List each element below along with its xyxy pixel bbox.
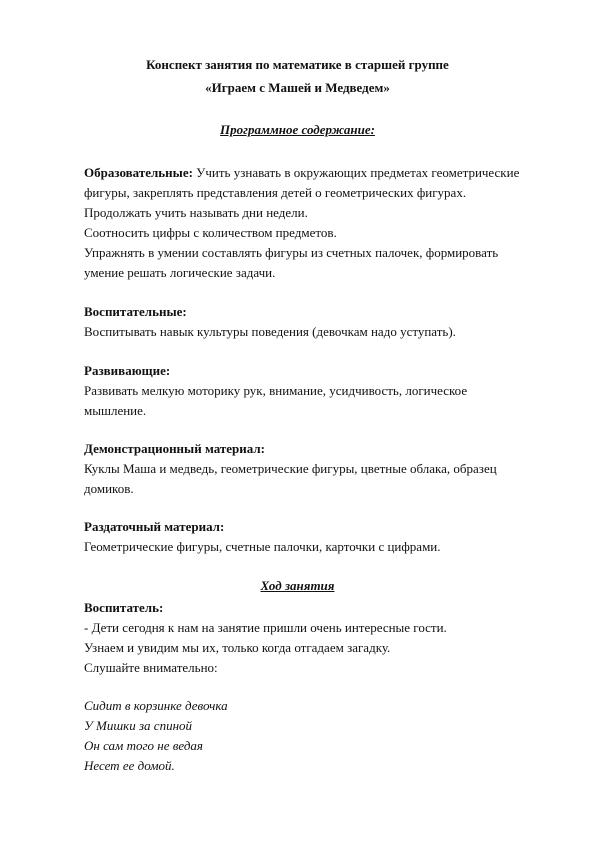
riddle-line-4: Несет ее домой. bbox=[84, 758, 175, 773]
riddle-line-2: У Мишки за спиной bbox=[84, 718, 193, 733]
course-line-2: Узнаем и увидим мы их, только когда отгадаем загадку. bbox=[84, 640, 391, 655]
teacher-label: Воспитатель: bbox=[84, 600, 164, 615]
educational-line-2: фигуры, закреплять представления детей о геометрических фигурах. bbox=[84, 185, 467, 200]
developing-label: Развивающие: bbox=[84, 363, 171, 378]
riddle-line-3: Он сам того не ведая bbox=[84, 738, 203, 753]
riddle-line-1: Сидит в корзинке девочка bbox=[84, 698, 228, 713]
educational-line-3: Продолжать учить называть дни недели. bbox=[84, 205, 308, 220]
course-heading: Ход занятия bbox=[260, 578, 335, 593]
title-line-1: Конспект занятия по математике в старшей группе bbox=[146, 57, 449, 72]
educational-line-1 bbox=[84, 165, 519, 181]
course-line-3: Слушайте внимательно: bbox=[84, 660, 218, 675]
demo-label: Демонстрационный материал: bbox=[84, 441, 265, 456]
title-line-2: «Играем с Машей и Медведем» bbox=[205, 80, 390, 95]
educational-label: Образовательные: bbox=[84, 165, 193, 180]
course-line-1: - Дети сегодня к нам на занятие пришли очень интересные гости. bbox=[84, 620, 447, 635]
upbringing-label: Воспитательные: bbox=[84, 304, 187, 319]
developing-line-1: Развивать мелкую моторику рук, внимание, усидчивость, логическое bbox=[84, 383, 468, 398]
developing-line-2: мышление. bbox=[84, 403, 147, 418]
educational-line-5: Упражнять в умении составлять фигуры из счетных палочек, формировать bbox=[84, 245, 499, 260]
demo-line-1: Куклы Маша и медведь, геометрические фигуры, цветные облака, образец bbox=[84, 461, 497, 476]
program-heading: Программное содержание: bbox=[220, 122, 375, 137]
educational-text-1: Учить узнавать в окружающих предметах геометрические bbox=[192, 165, 520, 180]
handout-line-1: Геометрические фигуры, счетные палочки, карточки с цифрами. bbox=[84, 539, 441, 554]
demo-line-2: домиков. bbox=[84, 481, 134, 496]
educational-line-6: умение решать логические задачи. bbox=[84, 265, 276, 280]
upbringing-line-1: Воспитывать навык культуры поведения (девочкам надо уступать). bbox=[84, 324, 456, 339]
educational-line-4: Соотносить цифры с количеством предметов. bbox=[84, 225, 337, 240]
handout-label: Раздаточный материал: bbox=[84, 519, 225, 534]
